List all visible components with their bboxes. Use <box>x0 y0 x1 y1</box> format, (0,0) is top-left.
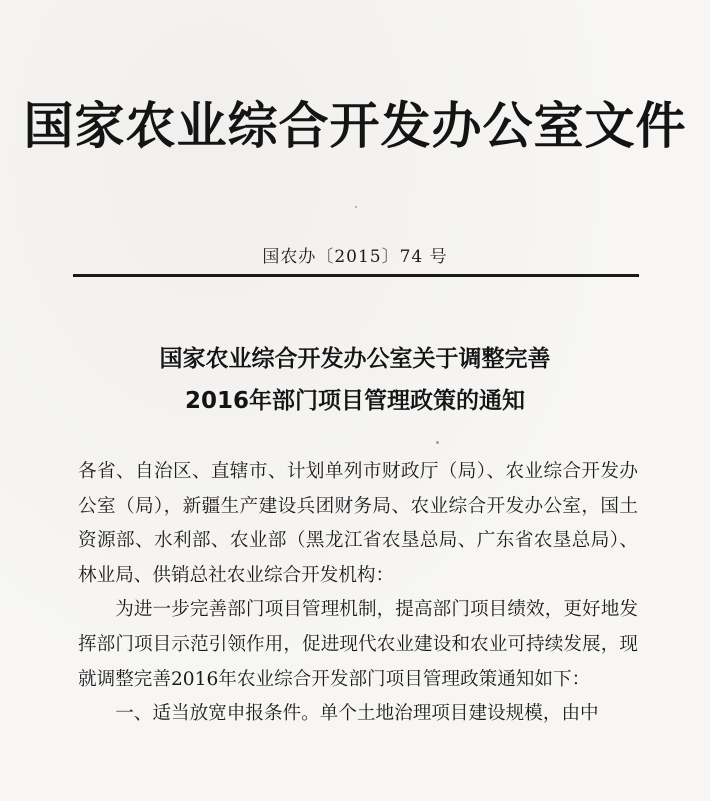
document-number: 国农办〔2015〕74 号 <box>262 247 448 267</box>
scan-speck <box>436 441 439 444</box>
notice-title-line-2: 2016年部门项目管理政策的通知 <box>184 388 525 414</box>
document-body <box>78 455 638 732</box>
intro-paragraph: 为进一步完善部门项目管理机制，提高部门项目绩效，更好地发挥部门项目示范引领作用，促进现代农业建设和农业可持续发展，现就调整完善2016年农业综合开发部门项目管理政策通知如下： <box>78 599 638 690</box>
document-header: 国家农业综合开发办公室文件 <box>23 97 687 155</box>
scan-speck <box>355 206 357 208</box>
recipients-paragraph: 各省、自治区、直辖市、计划单列市财政厅（局）、农业综合开发办公室（局），新疆生产建设兵团财务局、农业综合开发办公室，国土资源部、水利部、农业部（黑龙江省农垦总局、广东省农垦总局）、林业局、供销总社农业综合开发机构： <box>78 461 638 586</box>
section-1-paragraph: 一、适当放宽申报条件。单个土地治理项目建设规模，由中 <box>115 703 599 725</box>
header-divider <box>73 274 639 277</box>
notice-title-line-1: 国家农业综合开发办公室关于调整完善 <box>159 346 551 372</box>
notice-title <box>0 338 710 422</box>
